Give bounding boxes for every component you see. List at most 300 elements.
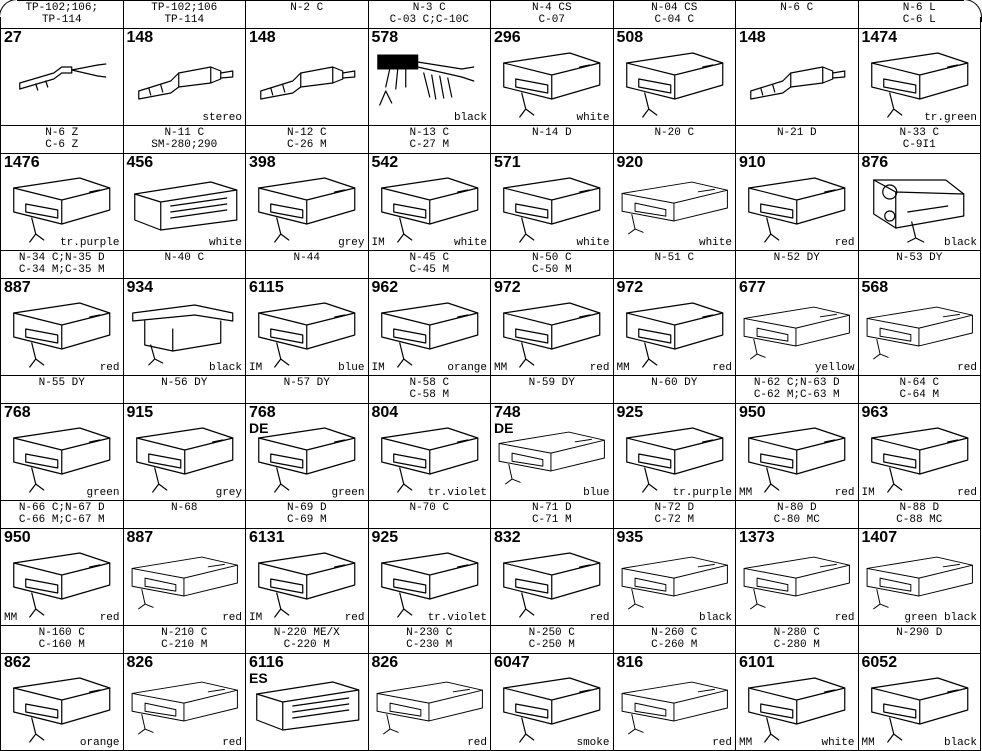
product-illustration — [859, 543, 981, 623]
code-line-2: C-45 M — [409, 264, 450, 276]
product-cell[interactable] — [246, 529, 369, 626]
product-color-label: yellow — [814, 362, 855, 374]
product-cell[interactable] — [736, 279, 859, 376]
code-cell — [246, 376, 369, 404]
product-color-label: tr.purple — [672, 487, 732, 499]
code-line-1: N-40 C — [164, 252, 205, 264]
code-line-1: N-6 L — [902, 2, 936, 14]
code-line-1: N-3 C — [412, 2, 446, 14]
code-line-1: N-13 C — [409, 127, 450, 139]
code-line-1: N-21 D — [776, 127, 817, 139]
product-cell[interactable] — [1, 654, 124, 751]
product-cell[interactable] — [736, 529, 859, 626]
code-line-1: N-210 C — [161, 627, 208, 639]
product-type-label: MM — [494, 362, 508, 374]
product-color-label: green black — [904, 612, 977, 624]
product-color-label: red — [957, 487, 977, 499]
product-number-main: 826 — [371, 654, 399, 671]
product-number-main: 915 — [126, 404, 154, 421]
product-color-label: red — [712, 737, 732, 749]
product-color-label: orange — [447, 362, 487, 374]
code-line-1: N-64 C — [899, 377, 940, 389]
product-cell[interactable] — [246, 154, 369, 251]
product-color-label: white — [208, 237, 242, 249]
product-illustration — [369, 668, 491, 748]
product-color-label: tr.violet — [427, 487, 487, 499]
product-type-label: MM — [616, 362, 630, 374]
product-number-main: 826 — [126, 654, 154, 671]
code-cell — [491, 501, 614, 529]
code-line-2: C-50 M — [531, 264, 572, 276]
code-line-1: N-6 Z — [45, 127, 79, 139]
product-color-label: red — [957, 362, 977, 374]
product-color-label: red — [222, 612, 242, 624]
product-illustration — [491, 418, 613, 498]
product-number-main: 677 — [739, 279, 766, 296]
code-cell — [858, 501, 981, 529]
product-number-main: 925 — [371, 529, 399, 546]
product-color-label: black — [453, 112, 487, 124]
product-color-label: white — [576, 237, 610, 249]
code-line-2: C-6 L — [902, 14, 936, 26]
code-line-2: C-64 M — [899, 389, 940, 401]
product-number-main: 950 — [739, 404, 766, 421]
product-cell[interactable] — [368, 154, 491, 251]
product-cell[interactable] — [368, 654, 491, 751]
product-illustration — [859, 293, 981, 373]
product-cell[interactable] — [1, 29, 124, 126]
product-cell[interactable] — [858, 654, 981, 751]
product-illustration — [369, 418, 491, 498]
code-cell — [368, 376, 491, 404]
product-color-label: red — [834, 612, 855, 624]
product-type-label: IM — [371, 362, 385, 374]
code-line-1: N-260 C — [651, 627, 698, 639]
product-number-main: 568 — [861, 279, 889, 296]
code-row — [1, 626, 981, 654]
product-cell[interactable] — [491, 279, 614, 376]
product-illustration — [246, 668, 368, 748]
code-line-1: N-55 DY — [38, 377, 85, 389]
product-illustration — [736, 43, 858, 123]
code-cell — [858, 626, 981, 654]
code-line-1: N-34 C;N-35 D — [18, 252, 105, 264]
product-cell[interactable] — [736, 654, 859, 751]
product-illustration — [1, 293, 123, 373]
code-line-2: SM-280;290 — [151, 139, 218, 151]
code-line-2: C-71 M — [531, 514, 572, 526]
product-illustration — [736, 168, 858, 248]
product-color-label: tr.purple — [60, 237, 120, 249]
product-cell[interactable] — [368, 29, 491, 126]
code-cell — [123, 376, 246, 404]
code-cell — [368, 1, 491, 29]
code-cell — [368, 126, 491, 154]
code-row — [1, 251, 981, 279]
product-illustration — [369, 43, 491, 123]
product-number-main: 748 — [494, 404, 521, 421]
code-line-1: N-04 CS — [651, 2, 698, 14]
product-cell[interactable] — [858, 404, 981, 501]
code-line-1: N-44 — [293, 252, 320, 264]
product-illustration — [124, 168, 246, 248]
code-line-1: N-12 C — [286, 127, 327, 139]
product-cell[interactable] — [246, 29, 369, 126]
code-line-2: C-160 M — [38, 639, 85, 651]
product-color-label: white — [698, 237, 732, 249]
product-type-label: IM — [371, 237, 385, 249]
product-number-main: 456 — [126, 154, 154, 171]
code-line-2: C-260 M — [651, 639, 698, 651]
product-illustration — [369, 293, 491, 373]
code-line-2: C-72 M — [654, 514, 695, 526]
code-line-1: N-71 D — [531, 502, 572, 514]
code-row — [1, 501, 981, 529]
code-cell — [736, 126, 859, 154]
product-number-main: 571 — [494, 154, 521, 171]
product-cell[interactable] — [1, 279, 124, 376]
product-number-main: 508 — [616, 29, 644, 46]
code-cell — [736, 251, 859, 279]
product-illustration — [246, 543, 368, 623]
product-number-main: 6047 — [494, 654, 530, 671]
code-cell — [368, 501, 491, 529]
product-cell[interactable] — [123, 29, 246, 126]
code-cell — [736, 626, 859, 654]
product-number-main: 963 — [861, 404, 889, 421]
product-number-suffix: ES — [249, 670, 268, 686]
product-cell[interactable] — [613, 404, 736, 501]
product-row — [1, 154, 981, 251]
code-cell — [491, 251, 614, 279]
product-row — [1, 29, 981, 126]
code-cell — [858, 251, 981, 279]
product-cell[interactable] — [858, 279, 981, 376]
code-cell — [736, 501, 859, 529]
code-line-2: C-26 M — [286, 139, 327, 151]
product-number-main: 832 — [494, 529, 521, 546]
product-number-suffix: DE — [494, 420, 514, 436]
product-illustration — [124, 543, 246, 623]
product-color-label: tr.violet — [427, 612, 487, 624]
product-type-label: MM — [739, 487, 753, 499]
code-line-2: C-9I1 — [902, 139, 936, 151]
product-number-suffix: DE — [249, 420, 269, 436]
product-cell[interactable] — [613, 29, 736, 126]
product-color-label: red — [344, 612, 365, 624]
product-number-main: 934 — [126, 279, 154, 296]
product-cell[interactable] — [736, 154, 859, 251]
code-row — [1, 126, 981, 154]
product-cell[interactable] — [246, 279, 369, 376]
code-row — [1, 1, 981, 29]
code-line-1: N-52 DY — [773, 252, 820, 264]
code-line-2: C-66 M;C-67 M — [18, 514, 105, 526]
product-color-label: white — [576, 112, 610, 124]
code-line-1: N-33 C — [899, 127, 940, 139]
product-number-main: 6131 — [249, 529, 285, 546]
product-number-main: 816 — [616, 654, 644, 671]
code-line-1: N-51 C — [654, 252, 695, 264]
code-line-1: TP-102;106; — [25, 2, 99, 14]
product-illustration — [491, 293, 613, 373]
product-color-label: red — [99, 612, 120, 624]
code-line-2: C-07 — [538, 14, 565, 26]
code-line-1: N-68 — [171, 502, 198, 514]
product-color-label: red — [222, 737, 242, 749]
code-cell — [123, 626, 246, 654]
product-illustration — [614, 168, 736, 248]
code-line-1: N-14 D — [531, 127, 572, 139]
code-line-2: C-250 M — [528, 639, 575, 651]
code-line-1: N-4 CS — [531, 2, 572, 14]
product-cell[interactable] — [613, 529, 736, 626]
code-line-2: C-58 M — [409, 389, 450, 401]
product-cell[interactable] — [1, 154, 124, 251]
code-cell — [123, 251, 246, 279]
code-line-1: N-72 D — [654, 502, 695, 514]
product-cell[interactable] — [858, 154, 981, 251]
code-line-2: C-27 M — [409, 139, 450, 151]
product-color-label: blue — [583, 487, 610, 499]
code-cell — [1, 626, 124, 654]
product-illustration — [369, 543, 491, 623]
code-line-2: C-80 MC — [773, 514, 820, 526]
code-cell — [613, 251, 736, 279]
product-cell[interactable] — [123, 154, 246, 251]
product-cell[interactable] — [858, 29, 981, 126]
product-illustration — [736, 668, 858, 748]
product-number-main: 1474 — [861, 29, 898, 46]
code-line-1: N-80 D — [776, 502, 817, 514]
product-cell[interactable] — [368, 404, 491, 501]
product-illustration — [614, 668, 736, 748]
code-cell — [123, 1, 246, 29]
page-corner-top-left — [0, 0, 17, 17]
code-line-1: N-160 C — [38, 627, 85, 639]
product-color-label: green — [331, 487, 365, 499]
code-line-2: C-04 C — [654, 14, 695, 26]
product-cell[interactable] — [123, 404, 246, 501]
product-illustration — [491, 43, 613, 123]
product-cell[interactable] — [368, 279, 491, 376]
code-line-1: N-6 C — [780, 2, 814, 14]
code-cell — [368, 251, 491, 279]
product-cell[interactable] — [1, 404, 124, 501]
product-number-main: 768 — [249, 404, 276, 421]
code-cell — [1, 126, 124, 154]
code-cell — [858, 126, 981, 154]
product-number-main: 920 — [616, 154, 644, 171]
product-row — [1, 404, 981, 501]
product-number-main: 6115 — [249, 279, 284, 296]
product-type-label: MM — [861, 737, 875, 749]
code-cell — [613, 1, 736, 29]
product-cell[interactable] — [736, 404, 859, 501]
product-number-main: 296 — [494, 29, 521, 46]
code-line-2: C-62 M;C-63 M — [753, 389, 840, 401]
product-cell[interactable] — [123, 529, 246, 626]
product-number-main: 398 — [249, 154, 276, 171]
code-line-2: C-6 Z — [45, 139, 79, 151]
product-number-main: 972 — [494, 279, 521, 296]
product-cell[interactable] — [123, 279, 246, 376]
product-illustration — [614, 293, 736, 373]
code-cell — [246, 251, 369, 279]
code-line-2: TP-114 — [41, 14, 82, 26]
product-cell[interactable] — [123, 654, 246, 751]
product-illustration — [859, 168, 981, 248]
product-number-main: 972 — [616, 279, 644, 296]
code-line-1: TP-102;106 — [151, 2, 218, 14]
code-cell — [368, 626, 491, 654]
product-illustration — [124, 293, 246, 373]
product-illustration — [369, 168, 491, 248]
product-cell[interactable] — [858, 529, 981, 626]
code-cell — [246, 501, 369, 529]
product-illustration — [491, 668, 613, 748]
code-line-1: N-56 DY — [161, 377, 208, 389]
product-cell[interactable] — [613, 654, 736, 751]
code-line-1: N-58 C — [409, 377, 450, 389]
product-cell[interactable] — [491, 154, 614, 251]
product-color-label: red — [834, 487, 855, 499]
product-color-label: red — [589, 362, 610, 374]
code-line-1: N-57 DY — [283, 377, 330, 389]
product-color-label: grey — [338, 237, 365, 249]
product-color-label: white — [453, 237, 487, 249]
code-cell — [613, 501, 736, 529]
code-cell — [491, 626, 614, 654]
code-line-1: N-62 C;N-63 D — [753, 377, 840, 389]
product-illustration — [1, 418, 123, 498]
code-cell — [613, 126, 736, 154]
product-number-main: 962 — [371, 279, 399, 296]
code-line-1: N-250 C — [528, 627, 575, 639]
product-illustration — [614, 543, 736, 623]
code-line-1: N-220 ME/X — [273, 627, 340, 639]
product-illustration — [1, 543, 123, 623]
product-color-label: smoke — [576, 737, 610, 749]
product-row — [1, 529, 981, 626]
product-cell[interactable] — [491, 404, 614, 501]
product-cell[interactable] — [613, 279, 736, 376]
product-cell[interactable] — [491, 29, 614, 126]
product-number-main: 1476 — [4, 154, 40, 171]
product-illustration — [1, 43, 123, 123]
product-number-main: 935 — [616, 529, 644, 546]
code-line-2: C-34 M;C-35 M — [18, 264, 105, 276]
code-line-1: N-280 C — [773, 627, 820, 639]
product-number-main: 862 — [4, 654, 31, 671]
code-cell — [123, 501, 246, 529]
product-cell[interactable] — [368, 529, 491, 626]
code-cell — [246, 626, 369, 654]
product-number-main: 887 — [126, 529, 154, 546]
code-cell — [123, 126, 246, 154]
code-row — [1, 376, 981, 404]
code-line-2: C-69 M — [286, 514, 327, 526]
product-type-label: IM — [861, 487, 875, 499]
product-illustration — [736, 293, 858, 373]
code-cell — [1, 376, 124, 404]
product-color-label: orange — [79, 737, 120, 749]
product-illustration — [736, 543, 858, 623]
code-cell — [1, 251, 124, 279]
code-line-1: N-50 C — [531, 252, 572, 264]
code-line-1: N-70 C — [409, 502, 450, 514]
product-cell[interactable] — [491, 529, 614, 626]
code-line-1: N-66 C;N-67 D — [18, 502, 105, 514]
code-line-1: N-53 DY — [896, 252, 943, 264]
code-cell — [491, 1, 614, 29]
product-color-label: black — [698, 612, 732, 624]
product-number-main: 148 — [739, 29, 766, 46]
product-illustration — [859, 418, 981, 498]
product-number-main: 1373 — [739, 529, 775, 546]
product-number-main: 804 — [371, 404, 399, 421]
product-illustration — [124, 418, 246, 498]
product-illustration — [859, 668, 981, 748]
product-number-main: 887 — [4, 279, 31, 296]
product-cell[interactable] — [736, 29, 859, 126]
product-color-label: black — [943, 737, 977, 749]
product-illustration — [246, 43, 368, 123]
product-cell[interactable] — [1, 529, 124, 626]
code-line-1: N-45 C — [409, 252, 450, 264]
product-type-label: IM — [249, 612, 263, 624]
product-number-main: 910 — [739, 154, 766, 171]
code-line-1: N-69 D — [286, 502, 327, 514]
code-cell — [736, 1, 859, 29]
code-line-1: N-88 D — [899, 502, 940, 514]
product-color-label: red — [834, 237, 855, 249]
product-type-label: IM — [249, 362, 263, 374]
product-illustration — [124, 668, 246, 748]
product-cell[interactable] — [613, 154, 736, 251]
code-line-2: TP-114 — [164, 14, 205, 26]
code-cell — [613, 626, 736, 654]
product-number-main: 542 — [371, 154, 399, 171]
product-cell[interactable] — [246, 404, 369, 501]
product-illustration — [614, 418, 736, 498]
code-cell — [613, 376, 736, 404]
code-line-2: C-220 M — [283, 639, 330, 651]
product-illustration — [124, 43, 246, 123]
code-cell — [858, 376, 981, 404]
product-cell[interactable] — [246, 654, 369, 751]
code-line-1: N-2 C — [290, 2, 324, 14]
product-number-main: 148 — [126, 29, 154, 46]
code-line-1: N-59 DY — [528, 377, 575, 389]
product-illustration — [491, 168, 613, 248]
product-number-main: 27 — [4, 29, 22, 46]
product-illustration — [736, 418, 858, 498]
product-number-main: 768 — [4, 404, 31, 421]
product-illustration — [1, 668, 123, 748]
product-color-label: black — [208, 362, 242, 374]
code-line-1: N-11 C — [164, 127, 205, 139]
code-line-2: C-230 M — [406, 639, 453, 651]
code-cell — [491, 126, 614, 154]
product-color-label: red — [99, 362, 120, 374]
code-line-1: N-290 D — [896, 627, 943, 639]
product-number-main: 6052 — [861, 654, 898, 671]
code-line-1: N-20 C — [654, 127, 695, 139]
product-cell[interactable] — [491, 654, 614, 751]
product-type-label: MM — [4, 612, 18, 624]
page-corner-top-right — [964, 0, 982, 17]
